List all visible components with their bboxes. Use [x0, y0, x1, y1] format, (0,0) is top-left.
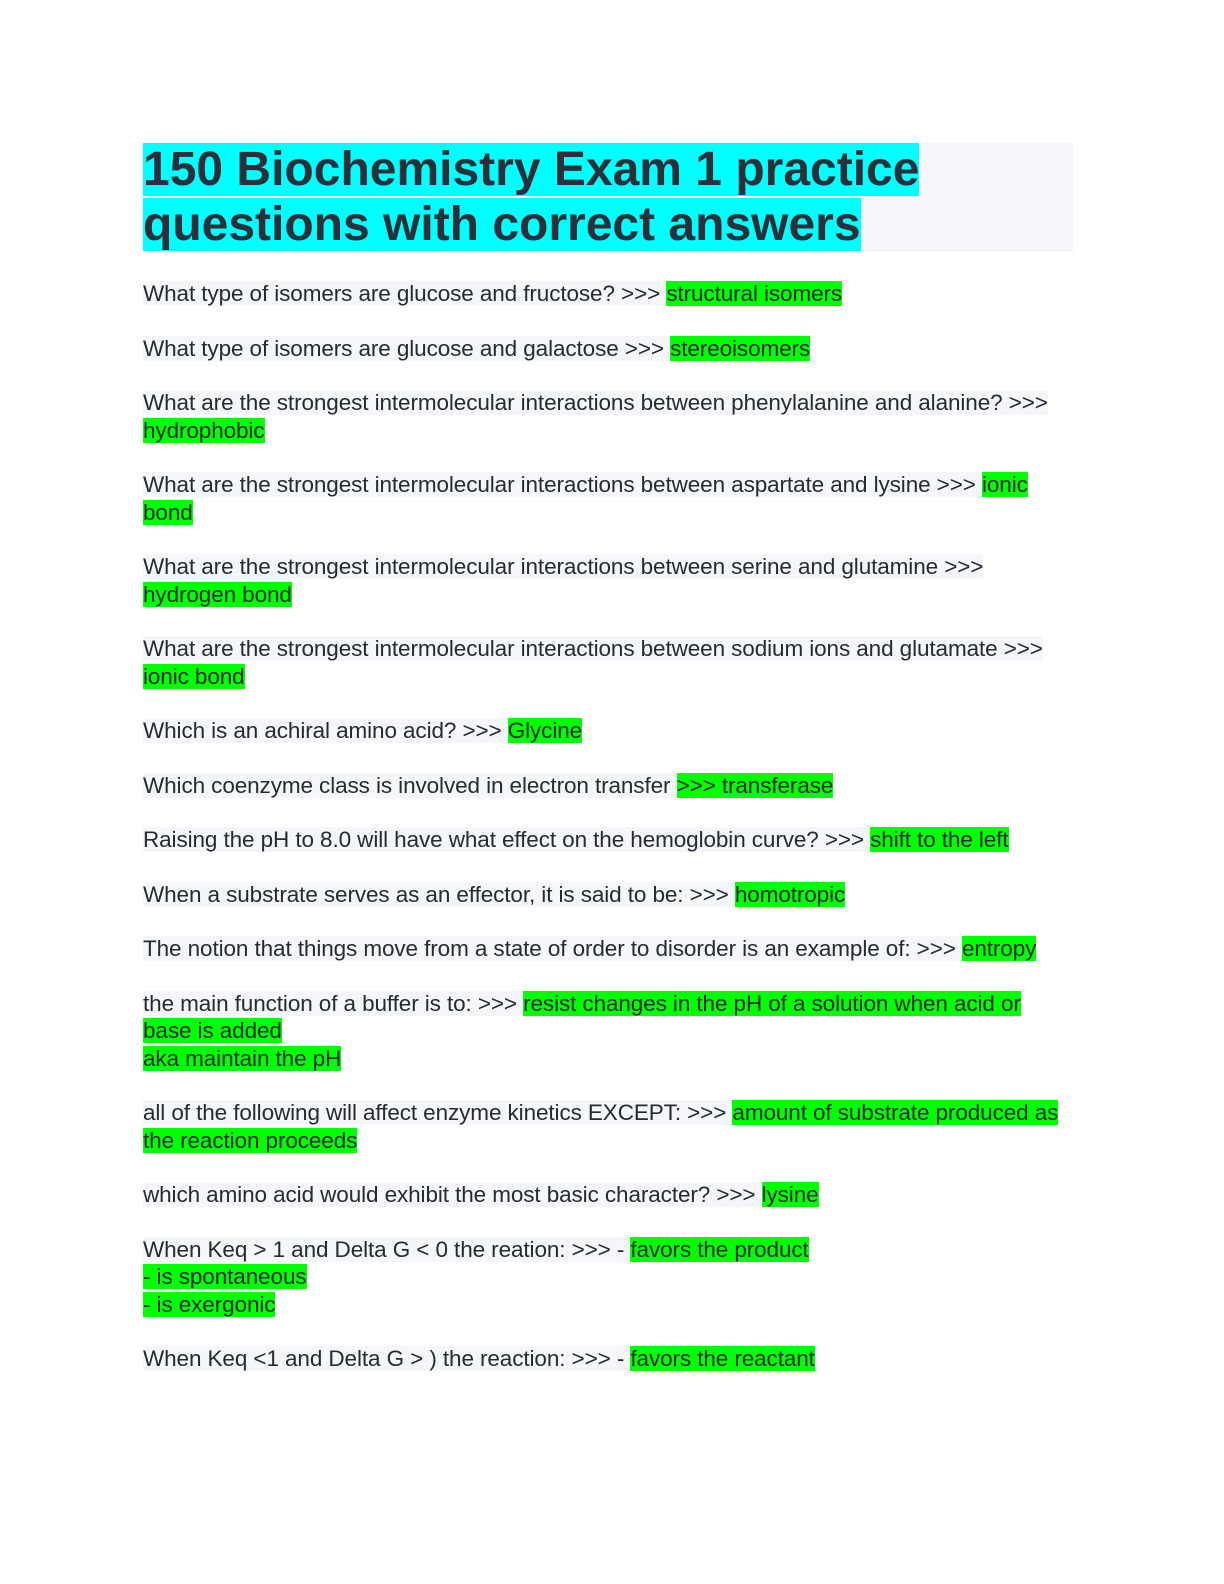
answer-highlight: Glycine — [507, 718, 583, 743]
answer-highlight: stereoisomers — [670, 335, 811, 361]
qa-item — [143, 935, 1073, 963]
qa-item — [143, 826, 1073, 854]
answer-highlight: - is exergonic — [143, 1291, 276, 1317]
qa-item — [143, 717, 1073, 745]
question-text: When a substrate serves as an effector, it is said to be: >>> — [143, 881, 735, 907]
qa-item — [143, 1099, 1073, 1154]
qa-item — [143, 1345, 1073, 1373]
qa-list — [143, 280, 1073, 1373]
qa-item — [143, 635, 1073, 690]
answer-highlight: ionic bond — [143, 472, 1028, 525]
qa-item — [143, 335, 1073, 363]
page-title — [143, 142, 1073, 252]
question-text: When Keq > 1 and Delta G < 0 the reation: >>> - — [143, 1236, 631, 1262]
answer-highlight: aka maintain the pH — [143, 1045, 342, 1071]
question-text: What are the strongest intermolecular interactions between sodium ions and glutamate >>> — [143, 636, 1043, 661]
answer-highlight: hydrophobic — [143, 417, 265, 443]
answer-highlight: favors the product — [630, 1236, 809, 1262]
answer-highlight: >>> transferase — [676, 772, 834, 798]
question-text: Which coenzyme class is involved in electron transfer — [143, 772, 677, 798]
answer-highlight: entropy — [961, 936, 1037, 961]
answer-highlight: shift to the left — [870, 827, 1009, 852]
question-text: The notion that things move from a state of order to disorder is an example of: >>> — [143, 936, 962, 961]
question-text: Raising the pH to 8.0 will have what effect on the hemoglobin curve? >>> — [143, 827, 871, 852]
answer-highlight: ionic bond — [143, 663, 245, 689]
question-text: which amino acid would exhibit the most basic character? >>> — [143, 1182, 762, 1207]
title-line-1: 150 Biochemistry Exam 1 practice — [143, 143, 920, 196]
title-line-2: questions with correct answers — [143, 198, 861, 251]
title-block — [143, 142, 1073, 252]
question-text: What type of isomers are glucose and galactose >>> — [143, 335, 671, 361]
qa-item — [143, 1236, 1073, 1319]
answer-highlight: resist changes in the pH of a solution when acid or base is added — [143, 990, 1021, 1043]
qa-item — [143, 990, 1073, 1073]
question-text: Which is an achiral amino acid? >>> — [143, 718, 508, 743]
document-page — [143, 142, 1073, 1400]
qa-item — [143, 471, 1073, 526]
question-text: What are the strongest intermolecular interactions between aspartate and lysine >>> — [143, 472, 982, 497]
answer-highlight: lysine — [761, 1182, 819, 1207]
question-text: What are the strongest intermolecular interactions between phenylalanine and alanine? >>> — [143, 390, 1048, 415]
answer-highlight: - is spontaneous — [143, 1264, 307, 1289]
question-text: When Keq <1 and Delta G > ) the reaction: >>> - — [143, 1346, 631, 1371]
qa-item — [143, 553, 1073, 608]
question-text: What type of isomers are glucose and fructose? >>> — [143, 281, 667, 306]
question-text: What are the strongest intermolecular interactions between serine and glutamine >>> — [143, 554, 984, 579]
qa-item — [143, 772, 1073, 800]
qa-item — [143, 881, 1073, 909]
qa-item — [143, 1181, 1073, 1209]
qa-item — [143, 389, 1073, 444]
question-text: all of the following will affect enzyme kinetics EXCEPT: >>> — [143, 1100, 733, 1125]
answer-highlight: hydrogen bond — [143, 581, 292, 607]
qa-item — [143, 280, 1073, 308]
answer-highlight: favors the reactant — [630, 1346, 815, 1371]
answer-highlight: homotropic — [734, 881, 846, 907]
answer-highlight: structural isomers — [666, 281, 843, 306]
question-text: the main function of a buffer is to: >>> — [143, 990, 524, 1016]
answer-highlight: amount of substrate produced as the reaction proceeds — [143, 1100, 1059, 1153]
